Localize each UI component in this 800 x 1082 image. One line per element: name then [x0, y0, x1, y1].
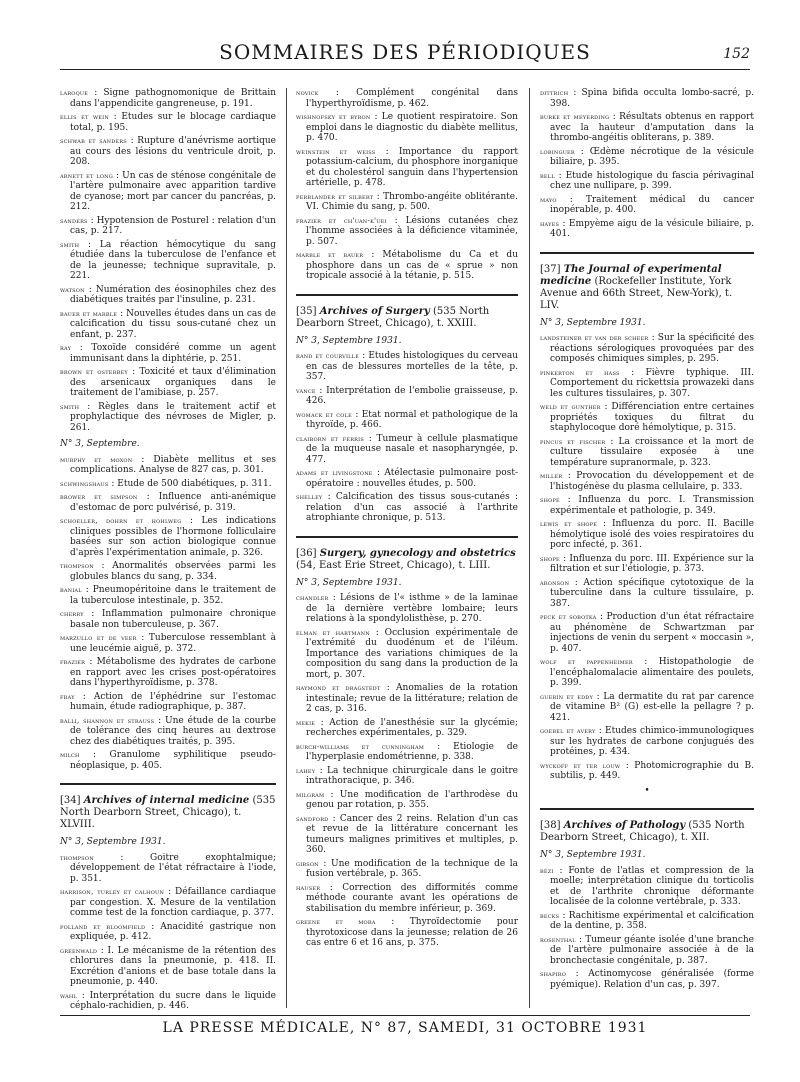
abstract-entry — [60, 853, 276, 885]
author-name: smith — [60, 239, 80, 249]
entry-text: : La technique chirurgicale dans le goitre intrathoracique, p. 346. — [306, 765, 518, 786]
entry-text: : Nouvelles études dans un cas de calcification du tissu sous-cutané chez un enfant, p. 237. — [70, 308, 276, 340]
entry-text: : Lésions cutanées chez l'homme associées à la déficience vitaminée, p. 507. — [306, 215, 518, 247]
abstract-entry — [60, 750, 276, 771]
abstract-entry — [296, 351, 518, 383]
entry-text: : Rachitisme expérimental et calcification de la dentine, p. 358. — [550, 910, 754, 931]
author-name: harrison, turley et calhoun — [60, 887, 165, 896]
abstract-entry — [296, 742, 518, 763]
author-name: lahey — [296, 765, 316, 775]
page-number: 152 — [723, 46, 750, 62]
abstract-entry — [60, 136, 276, 168]
entry-text: : Influenza du porc. I. Transmission expérimentale et pathologie, p. 349. — [550, 495, 754, 516]
journal-details: (535 North Dearborn Street, Chicago), t. XLVIII. — [60, 795, 276, 830]
page-header — [60, 40, 750, 70]
abstract-entry — [60, 516, 276, 558]
author-name: ellis et wein — [60, 112, 109, 121]
abstract-entry — [540, 219, 754, 240]
author-name: dittrich — [540, 88, 569, 97]
author-name: arnett et long — [60, 170, 113, 180]
entry-text: : Atélectasie pulmonaire post-opératoire : nouvelles études, p. 500. — [306, 468, 518, 489]
author-name: smith — [60, 401, 80, 411]
abstract-entry — [60, 991, 276, 1012]
author-name: wyckoff et ter louw — [540, 760, 621, 770]
abstract-entry — [296, 250, 518, 282]
entry-text: : Numération des éosinophiles chez des diabétiques traités par l'insuline, p. 231. — [70, 284, 276, 305]
abstract-entry — [540, 692, 754, 724]
author-name: vance — [296, 385, 316, 395]
entry-text: : Importance du rapport potassium-calcium, du phosphore inorganique et du cholestérol sanguin dans l'hypertension artérielle, p. 478. — [306, 146, 518, 188]
author-name: fray — [60, 691, 75, 701]
entry-text: : Occlusion expérimentale de l'extrémité du duodénum et de l'iléum. Importance des variations chimiques de la composition du sang dans la production de la mort, p. 307. — [306, 627, 518, 680]
abstract-entry — [540, 112, 754, 144]
abstract-entry — [60, 455, 276, 476]
abstract-entry — [60, 112, 276, 133]
journal-name: The Journal of experimental medicine — [540, 263, 722, 287]
entry-text: : Fièvre typhique. III. Comportement du rickettsia prowazeki dans les cultures tissulaires, p. 307. — [550, 367, 754, 399]
author-name: wolf et pappenheimer — [540, 657, 633, 666]
issue-heading: N° 3, Septembre 1931. — [296, 335, 402, 346]
author-name: lobinguer — [540, 146, 575, 156]
journal-details: (535 North Dearborn Street, Chicago), t. XII. — [540, 820, 745, 843]
column-1 — [60, 88, 276, 1015]
entry-text: : Différenciation entre certaines propriétés toxiques du filtrat du staphylocoque doré hémolytique, p. 315. — [550, 402, 754, 433]
abstract-entry — [540, 88, 754, 109]
abstract-entry — [540, 726, 754, 758]
entry-text: : Tumeur à cellule plasmatique de la muqueuse nasale et nasopharyngée, p. 477. — [306, 433, 518, 465]
journal-details: (535 North Dearborn Street, Chicago), t. XXIII. — [296, 305, 490, 329]
entry-text: : Etat normal et pathologique de la thyroïde, p. 466. — [306, 409, 518, 430]
abstract-entry — [296, 434, 518, 466]
journal-heading — [60, 795, 276, 831]
entry-text: : Signe pathognomonique de Brittain dans l'appendicite gangreneuse, p. 191. — [70, 88, 276, 109]
abstract-entry — [60, 285, 276, 306]
entry-text: : Calcification des tissus sous-cutanés : relation d'un cas associé à l'arthrite atrophiante chronique, p. 513. — [306, 492, 518, 523]
abstract-entry — [296, 147, 518, 189]
author-name: watson — [60, 284, 85, 294]
entry-text: : Défaillance cardiaque par congestion. X. Mesure de la ventilation comme test de la fonction cardiaque, p. 377. — [70, 887, 276, 918]
entry-text: : Rupture d'anévrisme aortique au cours des lésions du ventricule droit, p. 208. — [70, 136, 276, 167]
entry-text: : Tuberculose ressemblant à une leucémie aiguë, p. 372. — [70, 633, 276, 654]
abstract-entry — [540, 911, 754, 932]
author-name: rand et courville — [296, 351, 360, 360]
entry-text: : Hypotension de Posturel : relation d'un cas, p. 217. — [70, 215, 276, 236]
journal-heading — [540, 264, 754, 312]
column-2 — [296, 88, 518, 952]
entry-text: : Thyroïdectomie pour thyrotoxicose dans la jeunesse; relation de 26 cas entre 6 et 16 ans, p. 375. — [306, 917, 518, 948]
abstract-entry — [540, 147, 754, 168]
author-name: greene et mora — [296, 917, 376, 926]
abstract-entry — [296, 683, 518, 715]
entry-text: : Etude histologique du fascia périvaginal chez une nullipare, p. 399. — [550, 170, 754, 191]
abstract-entry — [540, 402, 754, 434]
entry-text: : Granulome syphilitique pseudo-néoplasique, p. 405. — [70, 750, 276, 771]
abstract-entry — [296, 790, 518, 811]
abstract-entry — [540, 195, 754, 216]
issue-heading: N° 3, Septembre 1931. — [296, 577, 402, 588]
author-name: ray — [60, 343, 72, 352]
author-name: pinkerton et hass — [540, 367, 620, 377]
entry-text: : La dermatite du rat par carence de vitamine B² (G) est-elle la pellagre ? p. 421. — [550, 691, 754, 723]
author-name: sandford — [296, 813, 329, 823]
entry-text: : Production d'un état réfractaire au phénomène de Schwartzman par injections de venin du serpent « moccasin », p. 407. — [550, 612, 754, 654]
section-separator — [540, 252, 754, 254]
entry-text: : Tumeur géante isolée d'une branche de l'artère pulmonaire associée à de la bronchectasie congénitale, p. 387. — [550, 934, 754, 966]
abstract-entry — [540, 471, 754, 492]
entry-text: : Spina bifida occulta lombo-sacré, p. 398. — [550, 88, 754, 109]
journal-number: [38] — [540, 820, 561, 831]
abstract-entry — [60, 922, 276, 943]
entry-text: : Etude de 500 diabétiques, p. 311. — [111, 478, 272, 489]
entry-text: : I. Le mécanisme de la rétention des chlorures dans la pneumonie, p. 418. II. Excrétion d'anions et de base totale dans la pneumonie, p. 440. — [70, 945, 276, 987]
entry-text: : Photomicrographie du B. subtilis, p. 449. — [550, 760, 754, 781]
entry-text: : Traitement médical du cancer inopérable, p. 400. — [550, 194, 754, 215]
entry-text: : Œdème nécrotique de la vésicule biliaire, p. 395. — [550, 146, 754, 167]
journal-name: Archives of internal medicine — [83, 795, 250, 806]
abstract-entry — [60, 479, 276, 490]
author-name: novick — [296, 88, 319, 97]
abstract-entry — [60, 492, 276, 513]
abstract-entry — [540, 969, 754, 990]
abstract-entry — [60, 240, 276, 282]
author-name: pincus et fischer — [540, 436, 606, 446]
author-name: adams et livingstone — [296, 468, 373, 477]
author-name: schoeller, dohrn et hohlweg — [60, 516, 182, 525]
abstract-entry — [540, 437, 754, 469]
abstract-entry — [296, 859, 518, 880]
abstract-entry — [296, 814, 518, 856]
abstract-entry — [60, 367, 276, 399]
entry-text: : Anormalités observées parmi les globules blancs du sang, p. 334. — [70, 561, 276, 582]
author-name: marble et bauer — [296, 250, 364, 259]
entry-text: : Thrombo-angéite oblitérante. VI. Chimie du sang, p. 500. — [306, 191, 518, 212]
author-name: wahl — [60, 990, 77, 1000]
bullet-mark: • — [644, 785, 650, 796]
author-name: weinstein et weiss — [296, 146, 376, 156]
entry-text: : Interprétation du sucre dans le liquide céphalo-rachidien, p. 446. — [70, 990, 276, 1011]
author-name: brown et osterbey — [60, 367, 128, 376]
author-name: becks — [540, 910, 560, 920]
journal-details: (Rockefeller Institute, York Avenue and 66th Street, New-York), t. LIV. — [540, 275, 733, 311]
abstract-entry — [296, 112, 518, 144]
abstract-entry — [540, 866, 754, 908]
author-name: bézi — [540, 865, 554, 875]
entry-text: : Action de l'anesthésie sur la glycémie; recherches expérimentales, p. 329. — [306, 717, 518, 738]
entry-text: : Etudes histologiques du cerveau en cas de blessures mortelles de la tête, p. 357. — [306, 351, 519, 382]
abstract-entry — [60, 216, 276, 237]
abstract-entry — [296, 192, 518, 213]
author-name: balli, shannon et strauss — [60, 715, 155, 725]
entry-text: : Sur la spécificité des réactions sérologiques provoquées par des composés chimiques simples, p. 295. — [550, 333, 754, 364]
abstract-entry — [296, 628, 518, 681]
abstract-entry — [540, 935, 754, 967]
entry-text: : Complément congénital dans l'hyperthyroïdisme, p. 462. — [306, 88, 518, 109]
author-name: greenwald — [60, 945, 98, 955]
entry-text: : Provocation du développement et de l'histogénèse du plasma cellulaire, p. 333. — [550, 471, 754, 492]
abstract-entry — [296, 492, 518, 524]
journal-heading — [296, 548, 518, 572]
author-name: mekie — [296, 717, 316, 727]
author-name: polland et bloomfield — [60, 921, 146, 931]
author-name: mayo — [540, 194, 557, 204]
author-name: claiborn et ferris — [296, 433, 364, 443]
author-name: shapiro — [540, 969, 566, 978]
abstract-entry — [296, 216, 518, 248]
entry-text: : La réaction hémocytique du sang étudiée dans la tuberculose de l'enfance et de la jeunesse; technique supravitale, p. 221. — [70, 239, 276, 281]
entry-text: : Inflammation pulmonaire chronique basale non tuberculeuse, p. 367. — [70, 609, 276, 630]
author-name: frazier — [60, 657, 86, 666]
entry-text: : Règles dans le traitement actif et prophylactique des névroses de Migler, p. 261. — [70, 401, 276, 433]
abstract-entry — [540, 612, 754, 654]
issue-heading: N° 3, Septembre 1931. — [60, 837, 166, 847]
abstract-entry — [296, 410, 518, 431]
abstract-entry — [540, 171, 754, 192]
author-name: gibson — [296, 858, 319, 868]
entry-text: : Toxicité et taux d'élimination des arsenicaux organiques dans le traitement de l'amibiase, p. 257. — [70, 367, 276, 398]
entry-text: : Diabète mellitus et ses complications. Analyse de 827 cas, p. 301. — [70, 454, 276, 475]
author-name: chandler — [296, 593, 329, 602]
author-name: burch-williams et cunningham — [296, 741, 425, 751]
abstract-entry — [60, 343, 276, 364]
author-name: thompson — [60, 852, 94, 862]
entry-text: : Un cas de sténose congénitale de l'artère pulmonaire avec apparition tardive de cyanose; mort par cancer du pancréas, p. 212. — [70, 170, 276, 212]
entry-text: : Fonte de l'atlas et compression de la moelle; interprétation clinique du torticolis et de l'arthrite chronique déformante localisée de la colonne vertébrale, p. 333. — [550, 865, 754, 907]
author-name: aronson — [540, 577, 570, 587]
abstract-entry — [60, 585, 276, 606]
author-name: perblander et silbert — [296, 191, 374, 201]
author-name: hauser — [296, 882, 321, 892]
author-name: thompson — [60, 561, 94, 570]
footer-text: LA PRESSE MÉDICALE, N° 87, SAMEDI, 31 OCTOBRE 1931 — [162, 1020, 648, 1036]
abstract-entry — [296, 766, 518, 787]
author-name: lewis et shope — [540, 519, 598, 528]
author-name: goebel et avery — [540, 726, 596, 735]
abstract-entry — [60, 171, 276, 213]
abstract-entry — [60, 88, 276, 109]
journal-heading — [296, 306, 518, 330]
entry-text: : Anomalies de la rotation intestinale; revue de la littérature; relation de 2 cas, p. 316. — [306, 683, 518, 714]
abstract-entry — [540, 519, 754, 551]
entry-text: : Goitre exophtalmique; développement de l'état réfractaire à l'iode, p. 351. — [70, 852, 276, 884]
column-3 — [540, 88, 754, 993]
entry-text: : Les indications cliniques possibles de l'hormone folliculaire basées sur son action biologique connue d'après l'expérimentation animale, p. 326. — [70, 516, 276, 558]
author-name: hayes — [540, 218, 560, 228]
author-name: shope — [540, 495, 560, 504]
entry-text: : Influenza du porc. II. Bacille hémolytique isolé des voies respiratoires du porc infecté, p. 361. — [550, 519, 754, 550]
author-name: miller — [540, 471, 563, 480]
journal-name: Archives of Pathology — [563, 820, 686, 831]
author-name: guerin et eddy — [540, 691, 594, 701]
abstract-entry — [540, 657, 754, 689]
author-name: shope — [540, 553, 560, 563]
abstract-entry — [296, 88, 518, 109]
entry-text: : Pneumopéritoine dans le traitement de la tuberculose intestinale, p. 352. — [70, 585, 276, 606]
entry-text: : Etudes sur le blocage cardiaque total, p. 195. — [70, 112, 276, 133]
abstract-entry — [60, 887, 276, 919]
abstract-entry — [540, 333, 754, 365]
journal-number: [35] — [296, 305, 317, 317]
author-name: banial — [60, 585, 82, 594]
entry-text: : Métabolisme des hydrates de carbone en rapport avec les crises post-opératoires dans l'hyperthyroïdisme, p. 378. — [70, 657, 276, 688]
section-separator — [60, 783, 276, 785]
abstract-entry — [60, 402, 276, 434]
entry-text: : Action de l'éphédrine sur l'estomac humain, étude radiographique, p. 387. — [70, 691, 276, 712]
page-footer — [60, 1015, 750, 1036]
section-separator — [296, 294, 518, 296]
entry-text: : Résultats obtenus en rapport avec la hauteur d'amputation dans la thrombo-angéitis obliterans, p. 389. — [550, 112, 754, 143]
abstract-entry — [60, 633, 276, 654]
issue-heading: N° 3, Septembre 1931. — [540, 317, 646, 328]
abstract-entry — [60, 561, 276, 582]
abstract-entry — [540, 554, 754, 575]
journal-number: [34] — [60, 795, 81, 806]
entry-text: : Une étude de la courbe de tolérance des cinq heures au dextrose chez des diabétiques traités, p. 395. — [70, 715, 276, 747]
author-name: marzullo et de veer — [60, 633, 137, 642]
journal-number: [37] — [540, 263, 561, 275]
author-name: schwab et sanders — [60, 136, 127, 145]
entry-text: : Correction des difformités comme méthode courante avant les opérations de stabilisation du membre inférieur, p. 369. — [306, 882, 518, 914]
abstract-entry — [296, 718, 518, 739]
author-name: frazier et ch'uan-k'uei — [296, 215, 387, 225]
entry-text: : Interprétation de l'embolie graisseuse, p. 426. — [306, 385, 518, 406]
entry-text: : Etiologie de l'hyperplasie endométrienne, p. 338. — [306, 741, 518, 762]
journal-name: Surgery, gynecology and obstetrics — [319, 547, 516, 559]
entry-text: : Lésions de l'« isthme » de la laminae de la dernière vertèbre lombaire; leurs relations à la spondylolisthèse, p. 270. — [306, 593, 518, 624]
author-name: burke et meyerding — [540, 112, 610, 121]
abstract-entry — [540, 761, 754, 782]
entry-text: : Une modification de l'arthrodèse du genou par rotation, p. 355. — [306, 789, 518, 810]
abstract-entry — [296, 386, 518, 407]
entry-text: : Influenza du porc. III. Expérience sur la filtration et sur l'étiologie, p. 373. — [550, 553, 754, 574]
entry-text: : La croissance et la mort de culture tissulaire exposée à une température supranormale, p. 323. — [550, 436, 754, 468]
entry-text: : Etudes chimico-immunologiques sur les hydrates de carbone conjugués des protéines, p. 434. — [550, 726, 754, 757]
footer-rule — [60, 1015, 750, 1016]
entry-text: : Actinomycose généralisée (forme pyémique). Relation d'un cas, p. 397. — [550, 969, 754, 990]
column-divider — [286, 88, 287, 1008]
abstract-entry — [540, 368, 754, 400]
entry-text: : Histopathologie de l'encéphalomalacie alimentaire des poulets, p. 399. — [550, 657, 754, 688]
journal-heading — [540, 820, 754, 844]
author-name: milgram — [296, 789, 325, 799]
page-title: SOMMAIRES DES PÉRIODIQUES — [219, 40, 591, 64]
author-name: sanders — [60, 215, 88, 225]
issue-heading: N° 3, Septembre 1931. — [540, 850, 646, 860]
author-name: schwingshaus — [60, 478, 109, 488]
author-name: brower et simpson — [60, 492, 138, 501]
header-rule — [60, 69, 750, 70]
issue-heading: N° 3, Septembre. — [60, 439, 140, 449]
author-name: rosenthal — [540, 934, 576, 944]
abstract-entry — [60, 657, 276, 689]
journal-name: Archives of Surgery — [319, 305, 430, 317]
abstract-entry — [60, 692, 276, 713]
abstract-entry — [60, 946, 276, 988]
abstract-entry — [296, 468, 518, 489]
author-name: laroque — [60, 88, 89, 97]
author-name: peck et sobotka — [540, 612, 597, 621]
entry-text: : Influence anti-anémique d'estomac de porc pulvérisé, p. 319. — [70, 492, 276, 513]
abstract-entry — [540, 578, 754, 610]
entry-text: : Métabolisme du Ca et du phosphore dans un cas de « sprue » non tropicale associé à la tétanie, p. 515. — [306, 250, 518, 281]
abstract-entry — [296, 593, 518, 625]
entry-text: : Cancer des 2 reins. Relation d'un cas et revue de la littérature concernant les tumeurs malignes primitives et multiples, p. 360. — [306, 813, 518, 855]
entry-text: : Toxoïde considéré comme un agent immunisant dans la diphtérie, p. 251. — [70, 343, 276, 364]
section-separator — [540, 808, 754, 810]
abstract-entry — [296, 917, 518, 949]
author-name: murphy et moxon — [60, 454, 133, 464]
author-name: elman et hartmann — [296, 627, 370, 637]
author-name: bell — [540, 170, 555, 180]
author-name: cherry — [60, 609, 84, 618]
entry-text: : Une modification de la technique de la fusion vertébrale, p. 365. — [306, 858, 518, 879]
author-name: wishnofsky et byron — [296, 112, 371, 121]
abstract-entry — [60, 716, 276, 748]
entry-text: : Empyème aigu de la vésicule biliaire, p. 401. — [550, 218, 754, 239]
abstract-entry — [540, 495, 754, 516]
entry-text: : Anacidité gastrique non expliquée, p. 412. — [70, 921, 276, 942]
entry-text: : Le quotient respiratoire. Son emploi dans le diagnostic du diabète mellitus, p. 470. — [306, 112, 518, 143]
author-name: shelley — [296, 492, 323, 501]
abstract-entry — [296, 883, 518, 915]
author-name: weld et gunther — [540, 402, 601, 411]
section-separator — [296, 536, 518, 538]
author-name: milch — [60, 750, 80, 759]
author-name: landsteiner et van der scheer — [540, 333, 649, 342]
abstract-entry — [60, 309, 276, 341]
column-divider — [529, 88, 530, 1008]
journal-number: [36] — [296, 547, 317, 559]
author-name: haymond et dragstedt — [296, 683, 381, 692]
abstract-entry — [60, 609, 276, 630]
author-name: womack et cole — [296, 409, 352, 419]
journal-details: (54, East Erie Street, Chicago), t. LIII. — [296, 559, 491, 571]
author-name: bauer et marble — [60, 308, 118, 318]
entry-text: : Action spécifique cytotoxique de la tuberculine dans la culture tissulaire, p. 387. — [550, 577, 754, 609]
